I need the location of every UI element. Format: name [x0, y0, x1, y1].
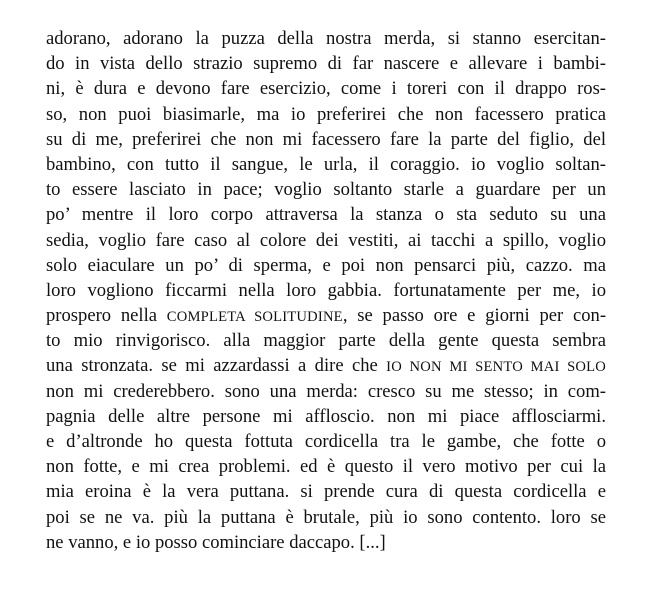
- text-line: loro vogliono ficcarmi nella loro gabbia. fortunatamente per me, io: [46, 279, 606, 301]
- small-caps-phrase: COMPLETA SOLITUDINE: [166, 309, 343, 326]
- small-caps-phrase: IO NON MI SENTO MAI SOLO: [386, 359, 607, 376]
- text-line-last: ne vanno, e io posso cominciare daccapo. [...]: [46, 531, 386, 553]
- body-text: [46, 26, 606, 555]
- text-segment: prospero nella: [46, 305, 167, 327]
- text-line: [46, 303, 606, 328]
- text-line: poi se ne va. più la puttana è brutale, più io sono contento. loro se: [46, 506, 606, 528]
- text-line: non mi crederebbero. sono una merda: cresco su me stesso; in com-: [46, 380, 606, 402]
- text-line: po’ mentre il loro corpo attraversa la stanza o sta seduto su una: [46, 204, 606, 226]
- text-line: do in vista dello strazio supremo di far nascere e allevare i bambi-: [46, 53, 606, 75]
- text-segment: una stronzata. se mi azzardassi a dire che: [46, 355, 387, 377]
- text-line: bambino, con tutto il sangue, le urla, il coraggio. io voglio soltan-: [46, 153, 606, 175]
- text-segment: , se passo ore e giorni per con-: [342, 305, 607, 327]
- text-line: pagnia delle altre persone mi affloscio. non mi piace afflosciarmi.: [46, 405, 606, 427]
- text-line: to mio rinvigorisco. alla maggior parte della gente questa sembra: [46, 330, 606, 352]
- text-line: so, non puoi biasimarle, ma io preferirei che non facessero pratica: [46, 103, 606, 125]
- text-line: adorano, adorano la puzza della nostra merda, si stanno esercitan-: [46, 28, 606, 49]
- text-line: su di me, preferirei che non mi facessero fare la parte del figlio, del: [46, 128, 606, 150]
- text-line: e d’altronde ho questa fottuta cordicella tra le gambe, che fotte o: [46, 431, 606, 452]
- text-line: non fotte, e mi crea problemi. ed è questo il vero motivo per cui la: [46, 456, 606, 478]
- text-line: mia eroina è la vera puttana. si prende cura di questa cordicella e: [46, 481, 606, 503]
- text-line: sedia, voglio fare caso al colore dei vestiti, ai tacchi a spillo, voglio: [46, 229, 606, 251]
- text-line: to essere lasciato in pace; voglio soltanto starle a guardare per un: [46, 179, 606, 201]
- text-line: [46, 353, 606, 378]
- text-line: solo eiaculare un po’ di sperma, e poi non pensarci più, cazzo. ma: [46, 254, 606, 276]
- text-line: ni, è dura e devono fare esercizio, come i toreri con il drappo ros-: [46, 78, 606, 100]
